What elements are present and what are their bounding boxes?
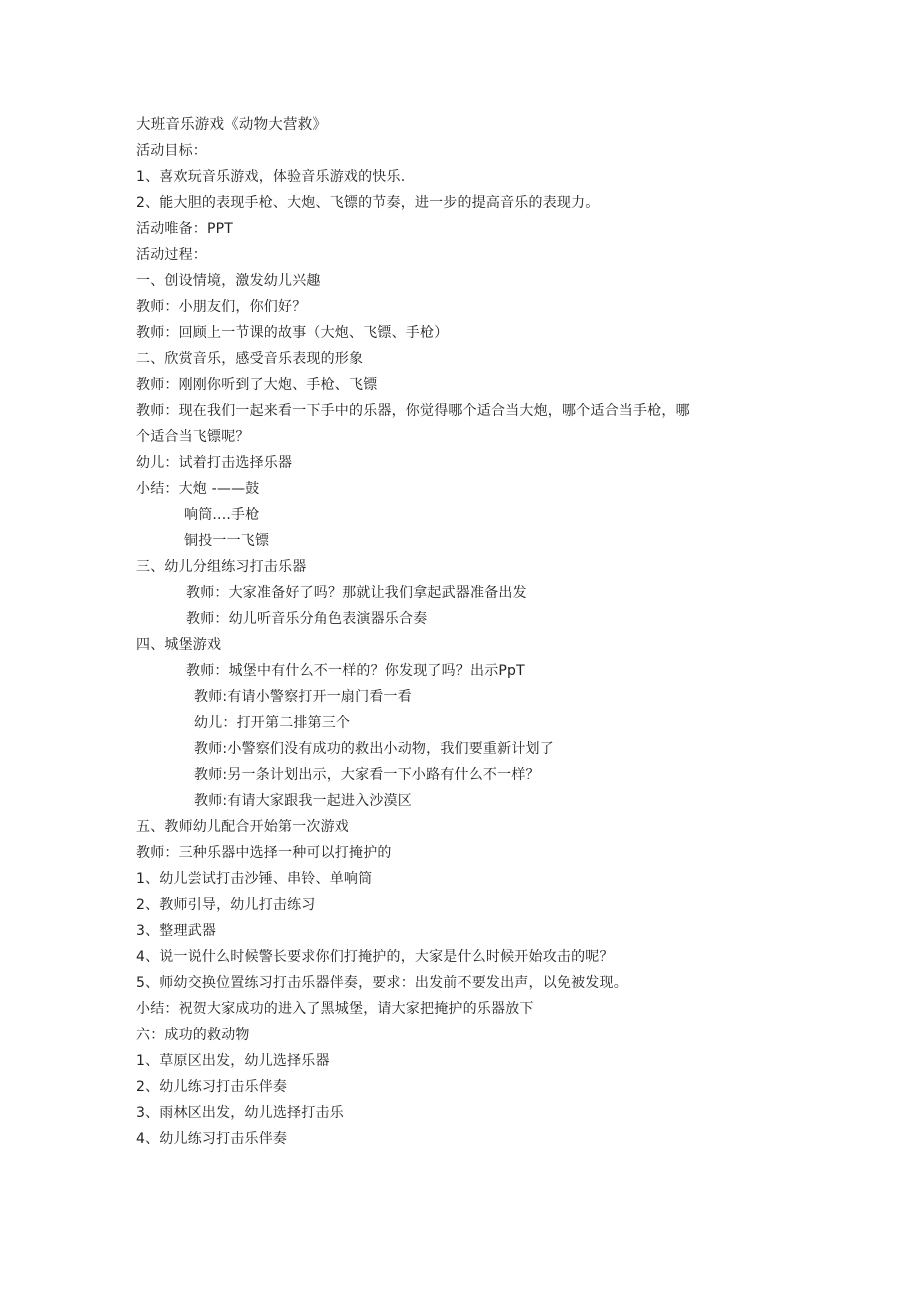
document-line: 教师：回顾上一节课的故事（大炮、飞镖、手枪） [136,325,449,341]
document-line: 六：成功的救动物 [136,1027,250,1043]
document-line: 2、教师引导，幼儿打击练习 [136,897,316,913]
document-line: 1、幼儿尝试打击沙锤、串铃、单响筒 [136,871,373,887]
document-line: 活动唯备：PPT [136,221,234,237]
document-line: 三、幼儿分组练习打击乐器 [136,559,307,575]
document-line: 教师：刚刚你听到了大炮、手枪、飞镖 [136,377,378,393]
document-line: 5、师幼交换位置练习打击乐器伴奏，要求：出发前不要发出声，以免被发现。 [136,975,628,991]
document-line: 活动目标： [136,143,207,159]
document-line: 教师:另一条计划出示，大家看一下小路有什么不一样？ [194,767,540,783]
document-line: 幼儿：试着打击选择乐器 [136,455,293,471]
document-line: 教师:有请小警察打开一扇门看一看 [194,689,412,705]
document-line: 教师：小朋友们，你们好？ [136,299,307,315]
document-line: 教师：现在我们一起来看一下手中的乐器，你觉得哪个适合当大炮，哪个适合当手枪，哪 [136,403,690,419]
document-line: 一、创设情境，激发幼儿兴趣 [136,273,321,289]
document-line: 教师:有请大家跟我一起进入沙漠区 [194,793,412,809]
document-line: 个适合当飞镖呢？ [136,429,250,445]
document-line: 3、整理武器 [136,923,217,939]
document-line: 幼儿：打开第二排第三个 [194,715,351,731]
document-line: 活动过程： [136,247,207,263]
document-line: 3、雨林区出发，幼儿选择打击乐 [136,1105,344,1121]
document-lines [136,138,776,1152]
document-line: 铜投一一飞镖 [184,533,270,549]
document-line: 2、能大胆的表现手枪、大炮、飞镖的节奏，进一步的提高音乐的表现力。 [136,195,600,211]
document-line: 1、草原区出发，幼儿选择乐器 [136,1053,330,1069]
document-line: 4、幼儿练习打击乐伴奏 [136,1131,288,1147]
document-line: 2、幼儿练习打击乐伴奏 [136,1079,288,1095]
document-line: 小结：祝贺大家成功的进入了黑城堡，请大家把掩护的乐器放下 [136,1001,534,1017]
document-line: 教师：城堡中有什么不一样的？你发现了吗？出示PpT [186,663,525,679]
document-body [136,112,776,1152]
document-line: 二、欣赏音乐，感受音乐表现的形象 [136,351,364,367]
document-line: 教师：幼儿听音乐分角色表演器乐合奏 [186,611,428,627]
document-line: 响筒....手枪 [184,507,260,523]
document-line: 4、说一说什么时候警长要求你们打掩护的，大家是什么时候开始攻击的呢？ [136,949,614,965]
document-line: 四、城堡游戏 [136,637,222,653]
document-line: 1、喜欢玩音乐游戏，体验音乐游戏的快乐. [136,169,406,185]
document-line: 教师：三种乐器中选择一种可以打掩护的 [136,845,392,861]
document-line: 五、教师幼儿配合开始第一次游戏 [136,819,349,835]
document-line: 教师:小警察们没有成功的救出小动物，我们要重新计划了 [194,741,554,757]
document-line: 小结：大炮 -——鼓 [136,481,260,497]
document-title: 大班音乐游戏《动物大营救》 [136,117,328,133]
document-line: 教师：大家准备好了吗？那就让我们拿起武器准备出发 [186,585,527,601]
